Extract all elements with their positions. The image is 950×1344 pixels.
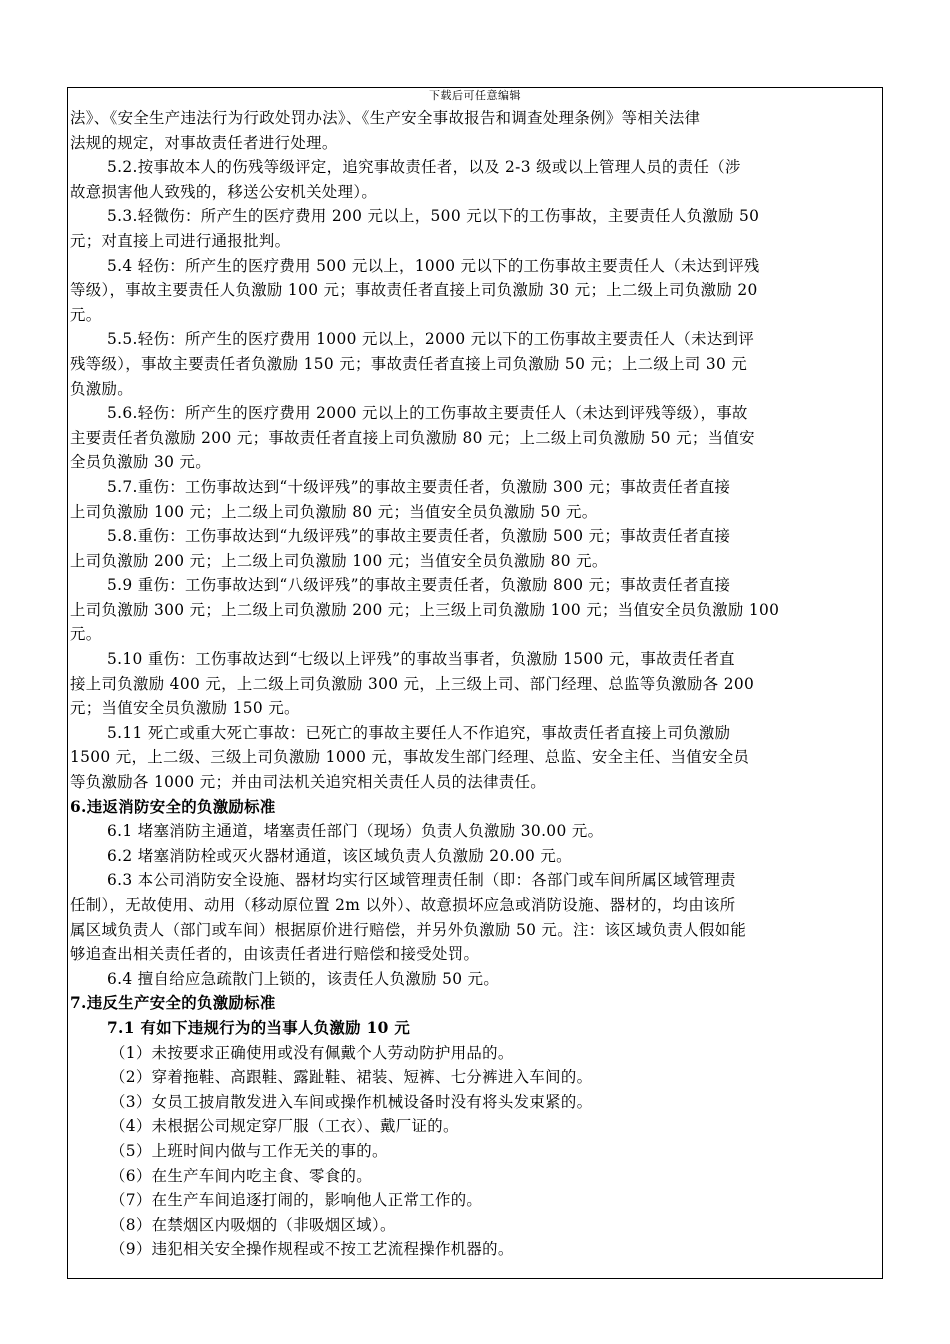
clause-line: 5.8.重伤：工伤事故达到“九级评残”的事故主要责任者，负激励 500 元；事故责任者直接 [107, 527, 731, 546]
list-item: （8）在禁烟区内吸烟的（非吸烟区域）。 [110, 1215, 396, 1234]
section-heading: 6.违返消防安全的负激励标准 [70, 797, 276, 816]
clause-line: 5.10 重伤：工伤事故达到“七级以上评残”的事故当事者，负激励 1500 元，事故责任者直 [107, 650, 735, 669]
clause-line: 5.11 死亡或重大死亡事故：已死亡的事故主要任人不作追究，事故责任者直接上司负激励 [107, 723, 731, 742]
paragraph-line: 法规的规定，对事故责任者进行处理。 [70, 133, 338, 152]
paragraph-line: 上司负激励 100 元；上二级上司负激励 80 元；当值安全员负激励 50 元。 [70, 502, 598, 521]
clause-line: 5.2.按事故本人的伤残等级评定，追究事故责任者，以及 2-3 级或以上管理人员的责任（涉 [107, 158, 741, 177]
list-item: （6）在生产车间内吃主食、零食的。 [110, 1166, 372, 1185]
document-body [70, 106, 882, 1262]
paragraph-line: 残等级），事故主要责任者负激励 150 元；事故责任者直接上司负激励 50 元；上二级上司 30 元 [70, 354, 748, 373]
paragraph-line: 上司负激励 300 元；上二级上司负激励 200 元；上三级上司负激励 100 元；当值安全员负激励 100 [70, 600, 780, 619]
subsection-heading: 7.1 有如下违规行为的当事人负激励 10 元 [107, 1018, 411, 1037]
paragraph-line: 负激励。 [70, 379, 133, 398]
paragraph-line: 元；对直接上司进行通报批判。 [70, 231, 291, 250]
clause-line: 5.5.轻伤：所产生的医疗费用 1000 元以上，2000 元以下的工伤事故主要责任人（未达到评 [107, 330, 755, 349]
list-item: （1）未按要求正确使用或没有佩戴个人劳动防护用品的。 [110, 1043, 514, 1062]
clause-line: 6.4 擅自给应急疏散门上锁的，该责任人负激励 50 元。 [107, 969, 500, 988]
download-note: 下载后可任意编辑 [429, 89, 521, 102]
paragraph-line: 全员负激励 30 元。 [70, 453, 211, 472]
list-item: （7）在生产车间追逐打闹的，影响他人正常工作的。 [110, 1191, 483, 1210]
clause-line: 5.4 轻伤：所产生的医疗费用 500 元以上，1000 元以下的工伤事故主要责任人（未达到评残 [107, 256, 760, 275]
list-item: （3）女员工披肩散发进入车间或操作机械设备时没有将头发束紧的。 [110, 1092, 593, 1111]
paragraph-line: 元。 [70, 305, 102, 324]
paragraph-line: 主要责任者负激励 200 元；事故责任者直接上司负激励 80 元；上二级上司负激励 50 元；当值安 [70, 428, 755, 447]
list-item: （4）未根据公司规定穿厂服（工衣）、戴厂证的。 [110, 1117, 459, 1136]
paragraph-line: 故意损害他人致残的，移送公安机关处理）。 [70, 182, 378, 201]
clause-line: 5.7.重伤：工伤事故达到“十级评残”的事故主要责任者，负激励 300 元；事故责任者直接 [107, 477, 731, 496]
clause-line: 5.6.轻伤：所产生的医疗费用 2000 元以上的工伤事故主要责任人（未达到评残等级），事故 [107, 404, 748, 423]
list-item: （5）上班时间内做与工作无关的事的。 [110, 1141, 388, 1160]
paragraph-line: 等级），事故主要责任人负激励 100 元；事故责任者直接上司负激励 30 元；上二级上司负激励 20 [70, 281, 758, 300]
document-frame [67, 87, 883, 1279]
section-heading: 7.违反生产安全的负激励标准 [70, 994, 276, 1013]
list-item: （2）穿着拖鞋、高跟鞋、露趾鞋、裙装、短裤、七分裤进入车间的。 [110, 1068, 593, 1087]
paragraph-line: 元；当值安全员负激励 150 元。 [70, 699, 300, 718]
paragraph-line: 任制），无故使用、动用（移动原位置 2m 以外）、故意损坏应急或消防设施、器材的，均由该所 [70, 896, 736, 914]
clause-line: 6.2 堵塞消防栓或灭火器材通道，该区域负责人负激励 20.00 元。 [107, 846, 572, 865]
paragraph-line: 接上司负激励 400 元，上二级上司负激励 300 元，上三级上司、部门经理、总监等负激励各 200 [70, 674, 755, 693]
paragraph-line: 元。 [70, 625, 102, 644]
paragraph-line: 够追查出相关责任者的，由该责任者进行赔偿和接受处罚。 [70, 945, 480, 964]
paragraph-line: 属区域负责人（部门或车间）根据原价进行赔偿，并另外负激励 50 元。注：该区域负责人假如能 [70, 920, 747, 939]
paragraph-line: 等负激励各 1000 元；并由司法机关追究相关责任人员的法律责任。 [70, 773, 547, 792]
clause-line: 5.3.轻微伤：所产生的医疗费用 200 元以上，500 元以下的工伤事故，主要责任人负激励 50 [107, 207, 760, 226]
clause-line: 5.9 重伤：工伤事故达到“八级评残”的事故主要责任者，负激励 800 元；事故责任者直接 [107, 576, 731, 595]
clause-line: 6.3 本公司消防安全设施、器材均实行区域管理责任制（即：各部门或车间所属区域管理责 [107, 871, 736, 890]
paragraph-line: 1500 元，上二级、三级上司负激励 1000 元，事故发生部门经理、总监、安全主任、当值安全员 [70, 748, 750, 767]
list-item: （9）违犯相关安全操作规程或不按工艺流程操作机器的。 [110, 1240, 514, 1259]
clause-line: 6.1 堵塞消防主通道，堵塞责任部门（现场）负责人负激励 30.00 元。 [107, 822, 604, 841]
paragraph-line: 法》、《安全生产违法行为行政处罚办法》、《生产安全事故报告和调查处理条例》等相关法律 [70, 109, 701, 127]
paragraph-line: 上司负激励 200 元；上二级上司负激励 100 元；当值安全员负激励 80 元。 [70, 551, 608, 570]
